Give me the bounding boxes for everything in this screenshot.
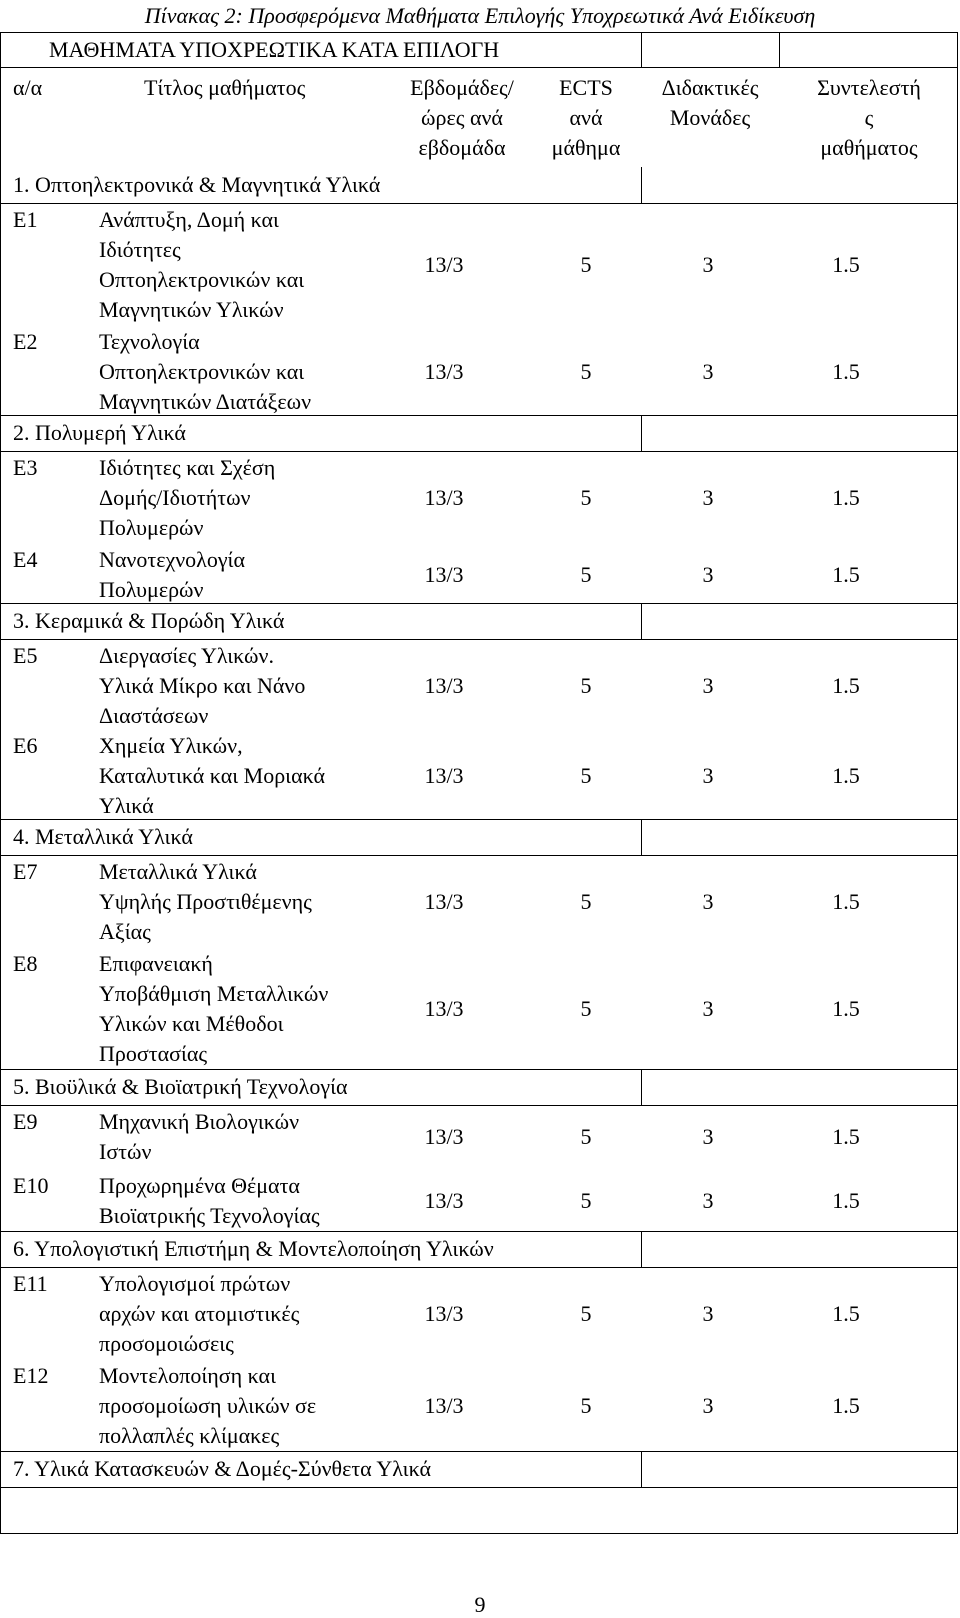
course-title-line: Μεταλλικά Υλικά <box>99 859 257 884</box>
course-title-line: Μαγνητικών Υλικών <box>99 297 284 322</box>
course-code: Ε2 <box>13 329 38 354</box>
weeks-hours: 13/3 <box>424 996 464 1021</box>
course-coefficient: 1.5 <box>832 889 860 914</box>
teaching-units: 3 <box>702 673 714 698</box>
course-coefficient: 1.5 <box>832 763 860 788</box>
course-coefficient: 1.5 <box>832 359 860 384</box>
course-coefficient: 1.5 <box>832 562 860 587</box>
weeks-hours: 13/3 <box>424 1124 464 1149</box>
ects-value: 5 <box>580 562 592 587</box>
course-coefficient: 1.5 <box>832 485 860 510</box>
section-header: 4. Μεταλλικά Υλικά <box>13 824 193 849</box>
teaching-units: 3 <box>702 763 714 788</box>
course-title-line: Νανοτεχνολογία <box>99 547 245 572</box>
teaching-units: 3 <box>702 1124 714 1149</box>
weeks-hours: 13/3 <box>424 1188 464 1213</box>
course-coefficient: 1.5 <box>832 1124 860 1149</box>
course-code: Ε6 <box>13 733 38 758</box>
course-title-line: Δομής/Ιδιοτήτων <box>99 485 251 510</box>
course-code: Ε9 <box>13 1109 38 1134</box>
weeks-hours: 13/3 <box>424 485 464 510</box>
course-title-line: Υλικά Μίκρο και Νάνο <box>99 673 306 698</box>
course-title-line: Χημεία Υλικών, <box>99 733 243 758</box>
header-title: Τίτλος μαθήματος <box>144 75 306 100</box>
section-header: 7. Υλικά Κατασκευών & Δομές-Σύνθετα Υλικά <box>13 1456 431 1481</box>
ects-value: 5 <box>580 763 592 788</box>
teaching-units: 3 <box>702 1188 714 1213</box>
course-title-line: Επιφανειακή <box>99 951 213 976</box>
course-coefficient: 1.5 <box>832 673 860 698</box>
table-caption: Πίνακας 2: Προσφερόμενα Μαθήματα Επιλογής Υποχρεωτικά Ανά Ειδίκευση <box>144 3 816 28</box>
weeks-hours: 13/3 <box>424 763 464 788</box>
weeks-hours: 13/3 <box>424 673 464 698</box>
section-header: 3. Κεραμικά & Πορώδη Υλικά <box>13 608 285 633</box>
ects-value: 5 <box>580 673 592 698</box>
course-code: Ε4 <box>13 547 38 572</box>
weeks-hours: 13/3 <box>424 252 464 277</box>
course-coefficient: 1.5 <box>832 1188 860 1213</box>
weeks-hours: 13/3 <box>424 562 464 587</box>
course-title-line: Μαγνητικών Διατάξεων <box>99 389 312 414</box>
course-title-line: πολλαπλές κλίμακες <box>99 1423 280 1448</box>
course-title-line: Υψηλής Προστιθέμενης <box>99 889 312 914</box>
course-coefficient: 1.5 <box>832 1393 860 1418</box>
course-code: Ε5 <box>13 643 38 668</box>
teaching-units: 3 <box>702 485 714 510</box>
section-header: 6. Υπολογιστική Επιστήμη & Μοντελοποίηση Υλικών <box>13 1236 494 1261</box>
teaching-units: 3 <box>702 1301 714 1326</box>
course-title-line: Βιοϊατρικής Τεχνολογίας <box>99 1203 320 1228</box>
course-title-line: Ιστών <box>99 1139 152 1164</box>
courses-table <box>0 32 958 1534</box>
ects-value: 5 <box>580 359 592 384</box>
course-title-line: αρχών και ατομιστικές <box>99 1301 300 1326</box>
course-code: Ε11 <box>13 1271 48 1296</box>
ects-value: 5 <box>580 996 592 1021</box>
course-code: Ε7 <box>13 859 38 884</box>
teaching-units: 3 <box>702 359 714 384</box>
course-title-line: Προστασίας <box>99 1041 208 1066</box>
course-title-line: Υπολογισμοί πρώτων <box>99 1271 291 1296</box>
course-coefficient: 1.5 <box>832 996 860 1021</box>
teaching-units: 3 <box>702 996 714 1021</box>
course-title-line: Μηχανική Βιολογικών <box>99 1109 300 1134</box>
weeks-hours: 13/3 <box>424 359 464 384</box>
course-title-line: Ανάπτυξη, Δομή και <box>99 207 279 232</box>
header-coef: Συντελεστή ς μαθήματος <box>817 75 921 160</box>
course-title-line: Οπτοηλεκτρονικών και <box>99 267 305 292</box>
ects-value: 5 <box>580 485 592 510</box>
course-code: Ε1 <box>13 207 38 232</box>
course-title-line: Πολυμερών <box>99 577 204 602</box>
course-code: Ε8 <box>13 951 38 976</box>
header-ects: ECTS ανά μάθημα <box>551 75 621 160</box>
course-title-line: Πολυμερών <box>99 515 204 540</box>
course-title-line: Διαστάσεων <box>99 703 209 728</box>
weeks-hours: 13/3 <box>424 1301 464 1326</box>
course-title-line: Ιδιότητες και Σχέση <box>99 455 276 480</box>
course-title-line: Μοντελοποίηση και <box>99 1363 276 1388</box>
page-number: 9 <box>474 1592 486 1617</box>
teaching-units: 3 <box>702 252 714 277</box>
ects-value: 5 <box>580 1393 592 1418</box>
course-coefficient: 1.5 <box>832 1301 860 1326</box>
weeks-hours: 13/3 <box>424 1393 464 1418</box>
ects-value: 5 <box>580 1301 592 1326</box>
course-title-line: προσομοιώσεις <box>99 1331 234 1356</box>
course-title-line: Υποβάθμιση Μεταλλικών <box>99 981 329 1006</box>
course-title-line: Οπτοηλεκτρονικών και <box>99 359 305 384</box>
ects-value: 5 <box>580 1188 592 1213</box>
course-title-line: Καταλυτικά και Μοριακά <box>99 763 326 788</box>
course-title-line: Αξίας <box>99 919 151 944</box>
course-title-line: Υλικών και Μέθοδοι <box>99 1011 284 1036</box>
header-units: Διδακτικές Μονάδες <box>661 75 759 130</box>
course-title-line: Υλικά <box>99 793 154 818</box>
course-title-line: Τεχνολογία <box>99 329 200 354</box>
course-code: Ε3 <box>13 455 38 480</box>
teaching-units: 3 <box>702 562 714 587</box>
header-weeks: Εβδομάδες/ ώρες ανά εβδομάδα <box>410 75 514 160</box>
table-title: ΜΑΘΗΜΑΤΑ ΥΠΟΧΡΕΩΤΙΚΑ ΚΑΤΑ ΕΠΙΛΟΓΗ <box>49 37 500 62</box>
section-header: 1. Οπτοηλεκτρονικά & Μαγνητικά Υλικά <box>13 172 381 197</box>
section-header: 5. Βιοϋλικά & Βιοϊατρική Τεχνολογία <box>13 1074 348 1099</box>
course-title-line: Ιδιότητες <box>99 237 181 262</box>
weeks-hours: 13/3 <box>424 889 464 914</box>
ects-value: 5 <box>580 889 592 914</box>
course-title-line: Διεργασίες Υλικών. <box>99 643 274 668</box>
course-code: Ε12 <box>13 1363 49 1388</box>
teaching-units: 3 <box>702 1393 714 1418</box>
course-code: Ε10 <box>13 1173 49 1198</box>
section-header: 2. Πολυμερή Υλικά <box>13 420 186 445</box>
ects-value: 5 <box>580 1124 592 1149</box>
course-title-line: προσομοίωση υλικών σε <box>99 1393 317 1418</box>
course-coefficient: 1.5 <box>832 252 860 277</box>
course-title-line: Προχωρημένα Θέματα <box>99 1173 300 1198</box>
teaching-units: 3 <box>702 889 714 914</box>
header-aa: α/α <box>13 75 43 100</box>
ects-value: 5 <box>580 252 592 277</box>
